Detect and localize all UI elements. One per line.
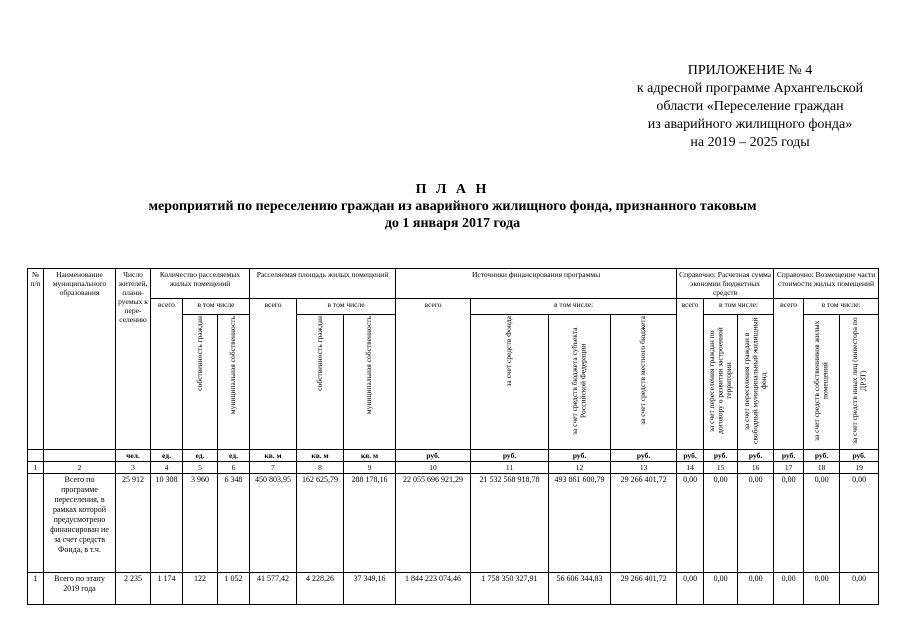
row-value: 122 <box>183 573 218 605</box>
unit-cell: руб. <box>704 450 738 462</box>
header-row-2 <box>28 299 879 315</box>
row-value: 56 606 344,83 <box>549 573 611 605</box>
unit-cell: кв. м <box>297 450 344 462</box>
unit-cell: ед. <box>151 450 183 462</box>
row-value: 37 349,16 <box>344 573 396 605</box>
table-row-2019 <box>28 573 879 605</box>
row-value: 162 625,79 <box>297 474 344 573</box>
header-savings-total: всего <box>677 299 704 450</box>
row-value: 0,00 <box>840 474 879 573</box>
appendix-header <box>600 62 900 152</box>
col-number: 16 <box>738 462 774 474</box>
appendix-line-3: области «Переселение граждан <box>656 99 844 114</box>
header-area-municipal: муниципальная собственность <box>344 315 396 450</box>
row-value: 21 532 568 918,78 <box>471 474 549 573</box>
col-number: 2 <box>44 462 116 474</box>
appendix-line-1: ПРИЛОЖЕНИЕ № 4 <box>687 63 813 78</box>
unit-cell: руб. <box>840 450 879 462</box>
row-value: 288 178,16 <box>344 474 396 573</box>
unit-cell: ед. <box>218 450 250 462</box>
row-value: 0,00 <box>774 573 804 605</box>
col-number: 6 <box>218 462 250 474</box>
row-value: 41 577,42 <box>250 573 297 605</box>
row-value: 0,00 <box>804 573 840 605</box>
row-no: 1 <box>28 573 44 605</box>
col-number: 18 <box>804 462 840 474</box>
row-value: 0,00 <box>677 573 704 605</box>
plan-table <box>27 268 879 605</box>
header-savings-group: Справочно: Расчетная сумма экономии бюджетных средств <box>677 269 774 299</box>
row-value: 3 960 <box>183 474 218 573</box>
col-number: 13 <box>611 462 677 474</box>
unit-cell: ед. <box>183 450 218 462</box>
header-area-citizens: собственность граждан <box>297 315 344 450</box>
header-reimb-group: Справочно: Возмещение части стоимости жилых помещений <box>774 269 879 299</box>
col-number: 19 <box>840 462 879 474</box>
unit-cell: руб. <box>611 450 677 462</box>
row-value: 6 348 <box>218 474 250 573</box>
row-value: 29 266 401,72 <box>611 573 677 605</box>
units-row <box>28 450 879 462</box>
appendix-line-5: на 2019 – 2025 годы <box>690 135 810 150</box>
col-number: 7 <box>250 462 297 474</box>
row-value: 2 235 <box>116 573 151 605</box>
row-value: 0,00 <box>704 474 738 573</box>
unit-cell: кв. м <box>344 450 396 462</box>
col-number: 14 <box>677 462 704 474</box>
row-name: Всего по программе переселения, в рамках которой предусмотрено финансирован ие за счет средств Фонда, в т.ч. <box>44 474 116 573</box>
header-savings-incl: в том числе: <box>704 299 774 315</box>
col-number: 15 <box>704 462 738 474</box>
header-municipality: Наименование муниципального образования <box>44 269 116 450</box>
col-number: 12 <box>549 462 611 474</box>
header-count-municipal: муниципальная собственность <box>218 315 250 450</box>
header-reimb-total: всего <box>774 299 804 450</box>
header-no: № п/п <box>28 269 44 450</box>
row-value: 0,00 <box>804 474 840 573</box>
row-value: 1 758 350 327,91 <box>471 573 549 605</box>
unit-cell: руб. <box>677 450 704 462</box>
appendix-line-4: из аварийного жилищного фонда» <box>647 117 853 132</box>
row-no <box>28 474 44 573</box>
header-count-citizens: собственность граждан <box>183 315 218 450</box>
header-savings-contract: за счет переселения граждан по договору о развитии застроенной территории <box>704 315 738 450</box>
plan-heading: П Л А Н <box>415 182 490 197</box>
header-count-total: всего <box>151 299 183 450</box>
header-residents: Число жителей, плани-руемых к пере-селению <box>116 269 151 450</box>
col-number: 1 <box>28 462 44 474</box>
col-number: 4 <box>151 462 183 474</box>
row-value: 493 861 600,79 <box>549 474 611 573</box>
row-value: 0,00 <box>774 474 804 573</box>
header-area-total: всего <box>250 299 297 450</box>
unit-cell: руб. <box>396 450 471 462</box>
row-value: 0,00 <box>704 573 738 605</box>
header-area-incl: в том числе <box>297 299 396 315</box>
row-value: 450 803,95 <box>250 474 297 573</box>
header-subject-budget: за счет средств бюджета субъекта Российской Федерации <box>549 315 611 450</box>
header-row-1 <box>28 269 879 299</box>
row-value: 25 912 <box>116 474 151 573</box>
col-number: 17 <box>774 462 804 474</box>
row-value: 10 308 <box>151 474 183 573</box>
row-name: Всего по этапу 2019 года <box>44 573 116 605</box>
header-count-incl: в том числе <box>183 299 250 315</box>
column-numbers-row <box>28 462 879 474</box>
header-finance-incl: в том числе: <box>471 299 677 315</box>
header-savings-free: за счет переселения граждан в свободный муниципальный жилищный фонд <box>738 315 774 450</box>
unit-cell: руб. <box>549 450 611 462</box>
header-reimb-others: за счет средств иных лиц (инвестора по ДРЗТ) <box>840 315 879 450</box>
col-number: 10 <box>396 462 471 474</box>
header-local-budget: за счет средств местного бюджета <box>611 315 677 450</box>
header-area-group: Расселяемая площадь жилых помещений <box>250 269 396 299</box>
row-value: 0,00 <box>738 474 774 573</box>
row-value: 1 174 <box>151 573 183 605</box>
header-reimb-owners: за счет средств собственников жилых помещений <box>804 315 840 450</box>
col-number: 5 <box>183 462 218 474</box>
header-reimb-incl: в том числе: <box>804 299 879 315</box>
header-finance-total: всего <box>396 299 471 450</box>
col-number: 3 <box>116 462 151 474</box>
unit-cell: руб. <box>471 450 549 462</box>
col-number: 11 <box>471 462 549 474</box>
row-value: 0,00 <box>677 474 704 573</box>
table-row-total <box>28 474 879 573</box>
appendix-line-2: к адресной программе Архангельской <box>636 81 864 96</box>
col-number: 8 <box>297 462 344 474</box>
row-value: 0,00 <box>738 573 774 605</box>
unit-cell: руб. <box>738 450 774 462</box>
row-value: 1 052 <box>218 573 250 605</box>
title-line-2: до 1 января 2017 года <box>384 216 521 231</box>
document-title <box>0 181 905 232</box>
row-value: 29 266 401,72 <box>611 474 677 573</box>
row-value: 22 055 696 921,29 <box>396 474 471 573</box>
row-value: 1 844 223 074,46 <box>396 573 471 605</box>
col-number: 9 <box>344 462 396 474</box>
unit-cell: руб. <box>774 450 804 462</box>
row-value: 4 228,26 <box>297 573 344 605</box>
header-fund: за счет средств Фонда <box>471 315 549 450</box>
header-finance-group: Источники финансирования программы <box>396 269 677 299</box>
title-line-1: мероприятий по переселению граждан из аварийного жилищного фонда, признанного таковым <box>148 199 757 214</box>
unit-cell: чел. <box>116 450 151 462</box>
unit-cell: кв. м <box>250 450 297 462</box>
row-value: 0,00 <box>840 573 879 605</box>
header-count-group: Количество расселяемых жилых помещений <box>151 269 250 299</box>
unit-cell: руб. <box>804 450 840 462</box>
